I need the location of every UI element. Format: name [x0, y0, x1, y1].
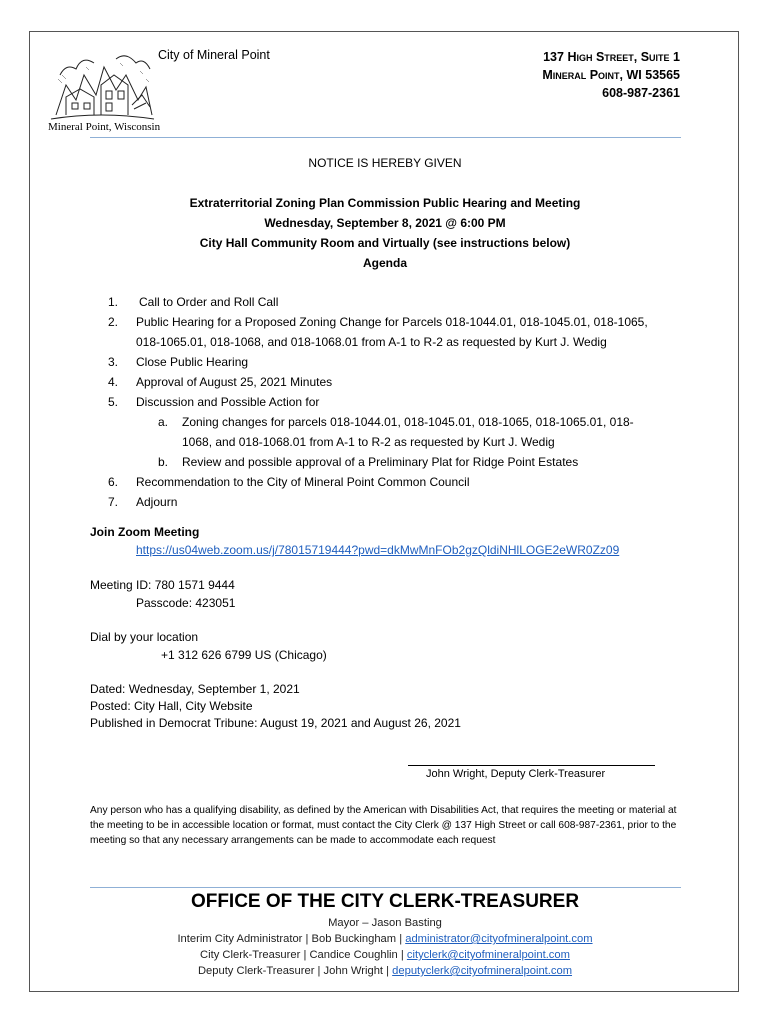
- zoom-meeting-link[interactable]: https://us04web.zoom.us/j/78015719444?pwd=dkMwMnFOb2gzQldiNHlLOGE2eWR0Zz09: [136, 543, 620, 557]
- meeting-heading: [0, 193, 770, 273]
- office-title: OFFICE OF THE CITY CLERK-TREASURER: [190, 891, 580, 912]
- deputy-email-link[interactable]: deputyclerk@cityofmineralpoint.com: [392, 965, 573, 977]
- dated-text: Dated: Wednesday, September 1, 2021: [90, 682, 300, 696]
- published-text: Published in Democrat Tribune: August 19, 2021 and August 26, 2021: [90, 716, 461, 730]
- address-line-1: 137 High Street, Suite 1: [543, 50, 680, 64]
- admin-line: Interim City Administrator | Bob Buckingham | administrator@cityofmineralpoint.com: [177, 933, 593, 945]
- address-line-2: Mineral Point, WI 53565: [542, 68, 680, 82]
- meeting-title: Extraterritorial Zoning Plan Commission Public Hearing and Meeting: [189, 196, 581, 210]
- city-name: City of Mineral Point: [158, 48, 270, 62]
- clerk-email-link[interactable]: cityclerk@cityofmineralpoint.com: [406, 949, 570, 961]
- agenda-item: 5. Discussion and Possible Action for: [108, 395, 320, 409]
- header-divider: [90, 137, 681, 138]
- agenda-item: 4. Approval of August 25, 2021 Minutes: [108, 375, 333, 389]
- notice-text: NOTICE IS HEREBY GIVEN: [308, 156, 462, 170]
- footer-divider: [90, 887, 681, 888]
- agenda-list: [108, 292, 688, 512]
- agenda-item: 7. Adjourn: [108, 495, 178, 509]
- agenda-item: 6. Recommendation to the City of Mineral Point Common Council: [108, 475, 470, 489]
- agenda-item: 2. Public Hearing for a Proposed Zoning Change for Parcels 018-1044.01, 018-1045.01, 018-1065, 018-1065.01, 018-1068, and 018-1068.01 from A-1 to R-2 as requested by Kurt J. Wedig: [108, 315, 648, 349]
- mayor-line: Mayor – Jason Basting: [328, 917, 442, 929]
- agenda-item: 1. Call to Order and Roll Call: [108, 295, 279, 309]
- signature-line: [408, 765, 655, 766]
- agenda-label: Agenda: [362, 256, 407, 270]
- posted-text: Posted: City Hall, City Website: [90, 699, 253, 713]
- agenda-item: 3. Close Public Hearing: [108, 355, 249, 369]
- footer-contacts: [0, 915, 770, 979]
- posting-info: [90, 681, 461, 732]
- phone-number: 608-987-2361: [602, 86, 680, 100]
- logo-caption: Mineral Point, Wisconsin: [48, 121, 161, 133]
- zoom-title: Join Zoom Meeting: [90, 525, 200, 539]
- deputy-line: Deputy Clerk-Treasurer | John Wright | deputyclerk@cityofmineralpoint.com: [197, 965, 573, 977]
- dial-number: +1 312 626 6799 US (Chicago): [161, 648, 327, 662]
- city-address: [542, 48, 680, 102]
- meeting-id: Meeting ID: 780 1571 9444: [90, 578, 235, 592]
- dial-label: Dial by your location: [90, 630, 199, 644]
- ada-disclaimer: Any person who has a qualifying disability, as defined by the American with Disabilities Act, that requires the meeting or material at the meeting to be in accessible location or format, must contact the City Clerk @ 137 High Street or call 608-987-2361, prior to the meeting so that any necessary arrangements can be made to accommodate each request: [90, 805, 677, 846]
- agenda-subitem: b. Review and possible approval of a Preliminary Plat for Ridge Point Estates: [158, 455, 579, 469]
- meeting-passcode: Passcode: 423051: [136, 596, 236, 610]
- admin-email-link[interactable]: administrator@cityofmineralpoint.com: [405, 933, 593, 945]
- signature-name: John Wright, Deputy Clerk-Treasurer: [426, 768, 606, 780]
- clerk-line: City Clerk-Treasurer | Candice Coughlin | cityclerk@cityofmineralpoint.com: [200, 949, 570, 961]
- meeting-date: Wednesday, September 8, 2021 @ 6:00 PM: [264, 216, 506, 230]
- meeting-location: City Hall Community Room and Virtually (see instructions below): [199, 236, 571, 250]
- agenda-subitem: a. Zoning changes for parcels 018-1044.01, 018-1045.01, 018-1065, 018-1065.01, 018- 1068, and 018-1068.01 from A-1 to R-2 as requested by Kurt J. Wedig: [158, 415, 634, 449]
